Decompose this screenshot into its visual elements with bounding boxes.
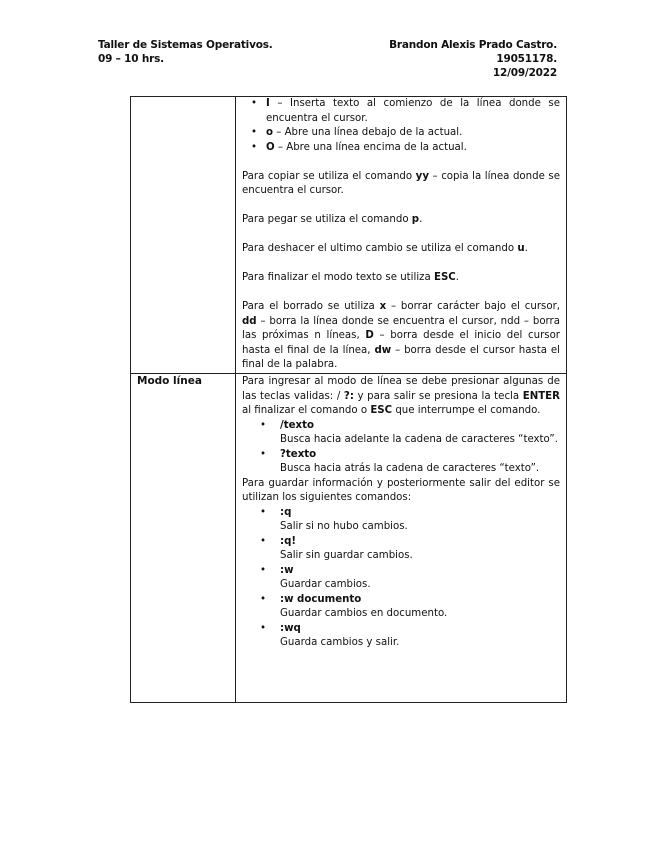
line-mode-cell <box>242 375 560 651</box>
content-table <box>130 96 567 703</box>
line-mode-intro: Para ingresar al modo de línea se debe presionar algunas de las teclas validas: / ?: y para salir se presiona la tecla ENTER al finalizar el comando o ESC que interrumpe el comando. <box>242 376 560 416</box>
list-item: • :w Guardar cambios. <box>260 564 371 590</box>
header-right <box>389 38 557 80</box>
exit-paragraph: Para finalizar el modo texto se utiliza ESC. <box>242 272 460 283</box>
save-intro: Para guardar información y posteriormente salir del editor se utilizan los siguientes comandos: <box>242 477 560 503</box>
list-item: • :w documento Guardar cambios en documento. <box>260 593 448 619</box>
header-left <box>98 38 273 66</box>
copy-paragraph: Para copiar se utiliza el comando yy – copia la línea donde se encuentra el cursor. <box>242 170 560 196</box>
author-name: Brandon Alexis Prado Castro. <box>389 39 557 51</box>
list-item: • /texto Busca hacia adelante la cadena de caracteres “texto”. <box>260 419 558 445</box>
student-id: 19051178. <box>496 53 557 65</box>
delete-paragraph: Para el borrado se utiliza x – borrar carácter bajo el cursor, dd – borra la línea donde se encuentra el cursor, ndd – borra las próximas n líneas, D – borra desde el inicio del cursor hasta el final de la línea, dw – borra desde el cursor hasta el final de la palabra. <box>242 301 560 370</box>
list-item: • :q Salir si no hubo cambios. <box>260 506 408 532</box>
save-commands-list <box>242 506 560 651</box>
row-divider <box>131 373 566 374</box>
list-item: • O – Abre una línea encima de la actual. <box>251 141 467 153</box>
course-title: Taller de Sistemas Operativos. <box>98 39 273 51</box>
document-date: 12/09/2022 <box>492 67 557 79</box>
paste-paragraph: Para pegar se utiliza el comando p. <box>242 214 423 225</box>
list-item: • :wq Guarda cambios y salir. <box>260 622 400 648</box>
line-mode-label: Modo línea <box>137 375 202 387</box>
text-mode-cell <box>242 97 560 373</box>
list-item: • ?texto Busca hacia atrás la cadena de caracteres “texto”. <box>260 448 540 474</box>
list-item: • I – Inserta texto al comienzo de la línea donde se encuentra el cursor. <box>251 98 560 124</box>
list-item: • :q! Salir sin guardar cambios. <box>260 535 413 561</box>
list-item: • o – Abre una línea debajo de la actual. <box>251 127 463 138</box>
undo-paragraph: Para deshacer el ultimo cambio se utiliza el comando u. <box>242 243 528 254</box>
schedule: 09 – 10 hrs. <box>98 53 164 65</box>
search-commands-list <box>242 419 560 477</box>
insert-commands-list <box>242 97 560 155</box>
column-divider <box>235 97 236 702</box>
